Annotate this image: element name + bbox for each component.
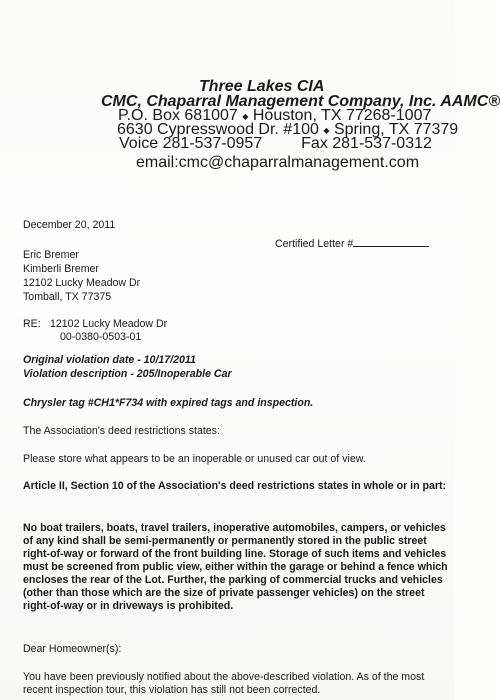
letterhead-org: Three Lakes CIA xyxy=(199,78,325,95)
letterhead-company: CMC, Chaparral Management Company, Inc. AAMC® xyxy=(101,93,500,110)
recipient-city: Tomball, TX 77375 xyxy=(23,291,112,303)
diamond-separator-icon: ◆ xyxy=(242,112,249,121)
recipient-name-1: Eric Bremer xyxy=(23,249,79,261)
letter-date: December 20, 2011 xyxy=(23,219,116,231)
po-city: Houston, TX 77268-1007 xyxy=(252,107,432,124)
certified-number-blank xyxy=(353,237,429,247)
street: 6630 Cypresswood Dr. #100 xyxy=(117,121,319,138)
fax-number: Fax 281-537-0312 xyxy=(301,135,432,152)
re-label: RE: xyxy=(23,318,41,330)
violation-detail: Chrysler tag #CH1*F734 with expired tags and inspection. xyxy=(23,397,314,409)
deed-intro: The Association's deed restrictions states: xyxy=(23,425,220,437)
street-city: Spring, TX 77379 xyxy=(333,121,459,138)
request-text: Please store what appears to be an inoperable or unused car out of view. xyxy=(23,453,366,465)
po-box: P.O. Box 681007 xyxy=(118,107,238,124)
voice-number: Voice 281-537-0957 xyxy=(119,135,263,152)
re-account: 00-0380-0503-01 xyxy=(60,331,142,343)
certified-label: Certified Letter # xyxy=(275,238,354,250)
article-heading: Article II, Section 10 of the Association's deed restrictions states in whole or in part: xyxy=(23,480,447,492)
recipient-address: 12102 Lucky Meadow Dr xyxy=(23,277,141,289)
letterhead-email: email:cmc@chaparralmanagement.com xyxy=(136,154,420,171)
original-violation-date: Original violation date - 10/17/2011 xyxy=(23,354,196,366)
closing-paragraph: You have been previously notified about the above-described violation. As of the most recent inspection tour, this violation has still not been corrected. xyxy=(23,671,425,696)
recipient-name-2: Kimberli Bremer xyxy=(23,263,99,275)
violation-description: Violation description - 205/Inoperable Car xyxy=(23,368,232,380)
letterhead-phone-line xyxy=(119,135,432,153)
certified-letter-line xyxy=(275,237,429,251)
salutation: Dear Homeowner(s): xyxy=(23,643,122,655)
article-text: No boat trailers, boats, travel trailers, inoperative automobiles, campers, or vehicles of any kind shall be semi-permanently or permanently stored in the public street right-of-way or forward of the front building line. Storage of such items and vehicles must be screened from public view, either within the garage or behind a fence which encloses the rear of the Lot. Further, the parking of commercial trucks and vehicles (other than those which are the size of private passenger vehicles) on the street right-of-way or in driveways is prohibited. xyxy=(23,522,448,612)
re-address: 12102 Lucky Meadow Dr xyxy=(50,318,168,330)
diamond-separator-icon: ◆ xyxy=(323,126,330,135)
